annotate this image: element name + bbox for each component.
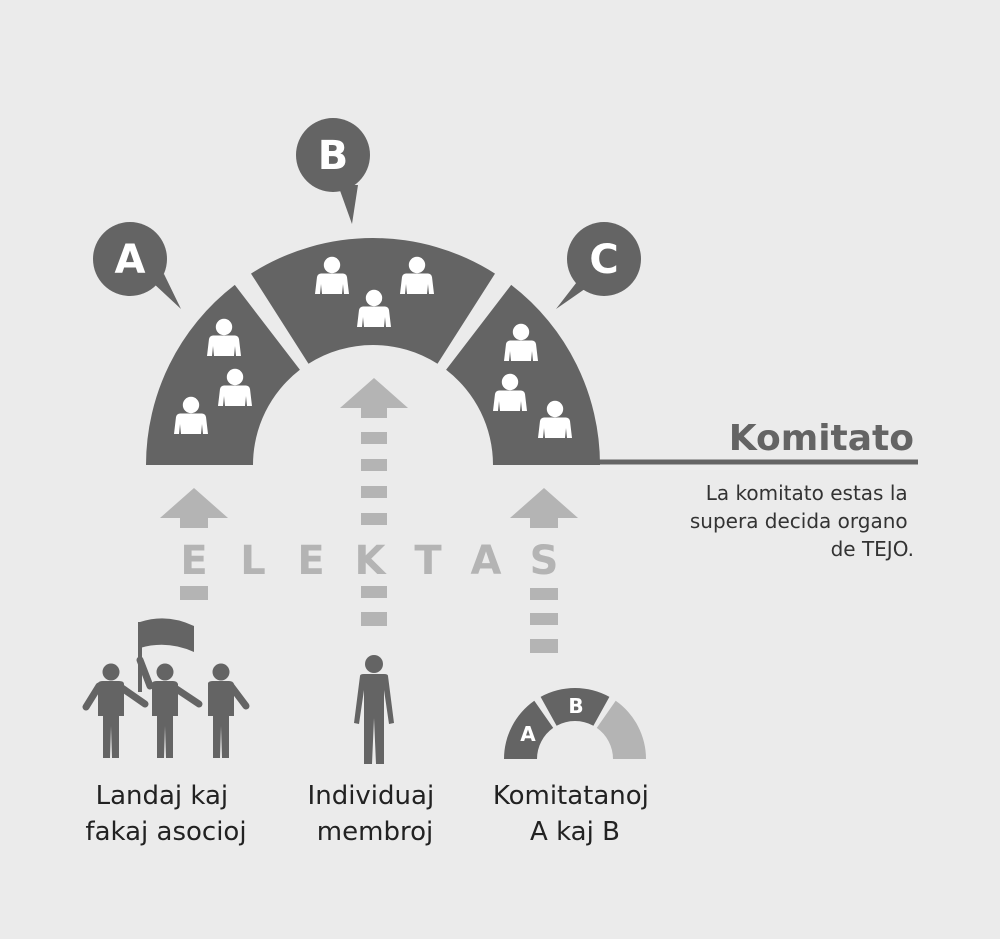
elektas-letter: E <box>180 538 208 584</box>
mini-committee-icon <box>504 688 646 759</box>
mini-segment-c <box>597 701 646 759</box>
bubble-a <box>93 222 181 309</box>
elektas-letter: L <box>240 538 266 584</box>
label-line: A kaj B <box>530 817 620 847</box>
komitato-title: Komitato <box>728 418 914 459</box>
elektas-word <box>180 538 558 584</box>
komitato-description <box>690 481 914 561</box>
group-with-flag-icon <box>83 618 246 758</box>
source-label-committee-members <box>493 781 657 847</box>
arrow-head <box>160 488 228 518</box>
mini-label-a: A <box>520 722 536 746</box>
bubble-b <box>296 118 370 224</box>
elektas-letter: S <box>529 538 559 584</box>
elektas-letter: E <box>297 538 325 584</box>
source-label-individuals <box>308 781 443 847</box>
mini-label-b: B <box>568 694 584 718</box>
label-line: Individuaj <box>307 781 435 811</box>
label-line: Landaj kaj <box>95 781 229 811</box>
bubble-b-label: B <box>317 133 349 179</box>
elektas-letter: K <box>354 538 386 584</box>
flag <box>140 618 194 652</box>
elektas-letter: T <box>414 538 442 584</box>
arrow-head <box>340 378 408 408</box>
arrow-center <box>340 378 408 626</box>
person-icon <box>354 655 394 764</box>
label-line: Komitatanoj <box>492 781 649 811</box>
elektas-letter: A <box>470 538 502 584</box>
label-line: fakaj asocioj <box>85 817 247 847</box>
arrow-head <box>510 488 578 518</box>
description-line: de TEJO. <box>830 537 914 561</box>
label-line: membroj <box>316 817 434 847</box>
description-line: supera decida organo <box>689 509 908 533</box>
bubble-a-label: A <box>114 237 146 283</box>
description-line: La komitato estas la <box>705 481 908 505</box>
source-label-associations <box>85 781 246 847</box>
bubble-c <box>556 222 641 309</box>
bubble-c-label: C <box>589 237 619 283</box>
